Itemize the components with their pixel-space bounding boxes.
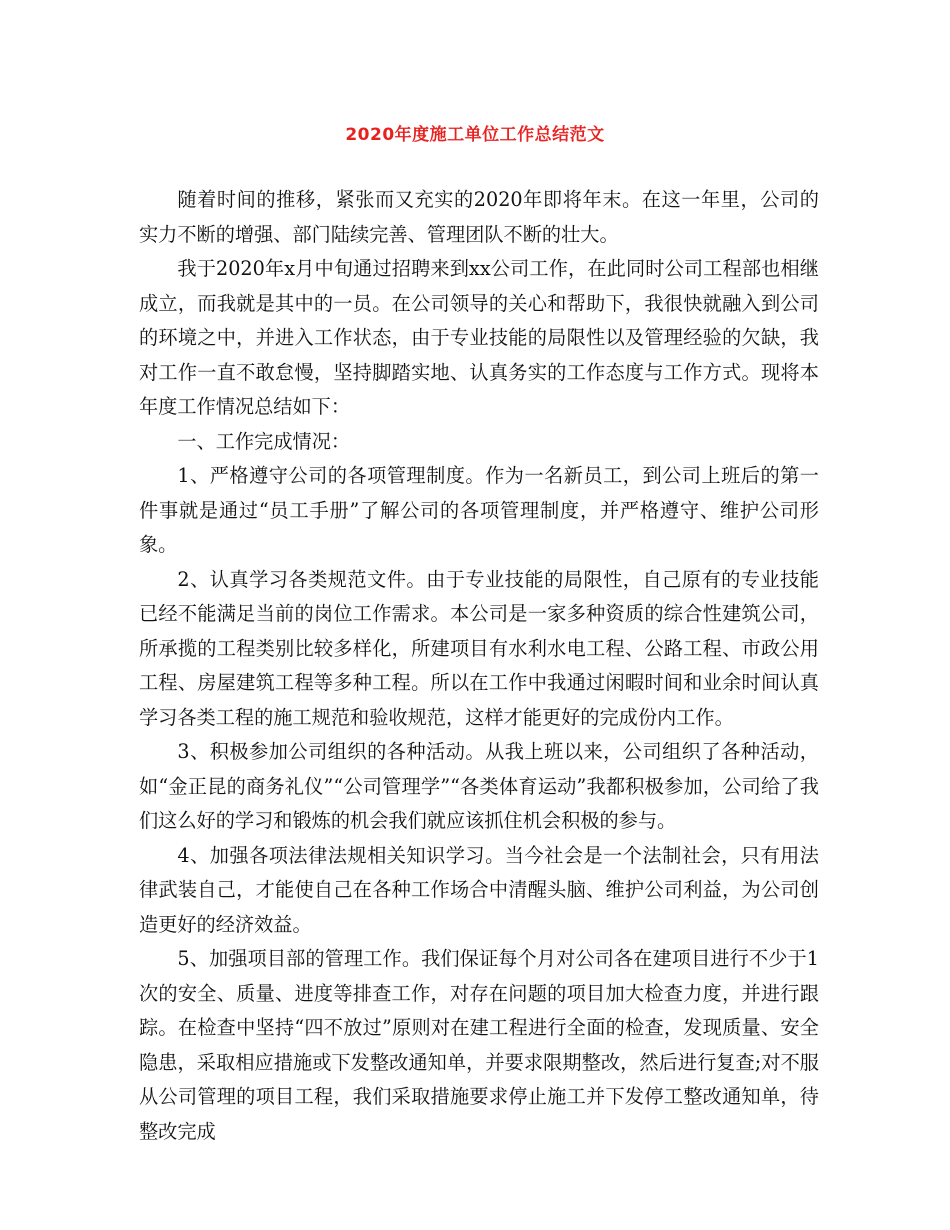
paragraph-item-3: 3、积极参加公司组织的各种活动。从我上班以来，公司组织了各种活动，如“金正昆的商务礼仪”“公司管理学”“各类体育运动”我都积极参加，公司给了我们这么好的学习和锻炼的机会我们就应该抓住机会积极的参与。 xyxy=(139,740,819,832)
document-body xyxy=(139,183,819,1149)
paragraph-item-1: 1、严格遵守公司的各项管理制度。作为一名新员工，到公司上班后的第一件事就是通过“员工手册”了解公司的各项管理制度，并严格遵守、维护公司形象。 xyxy=(139,464,819,556)
paragraph-item-4: 4、加强各项法律法规相关知识学习。当今社会是一个法制社会，只有用法律武装自己，才能使自己在各种工作场合中清醒头脑、维护公司利益，为公司创造更好的经济效益。 xyxy=(139,843,819,936)
paragraph-background: 我于2020年x月中旬通过招聘来到xx公司工作，在此同时公司工程部也相继成立，而我就是其中的一员。在公司领导的关心和帮助下，我很快就融入到公司的环境之中，并进入工作状态，由于专业技能的局限性以及管理经验的欠缺，我对工作一直不敢怠慢，坚持脚踏实地、认真务实的工作态度与工作方式。现将本年度工作情况总结如下： xyxy=(139,257,819,418)
paragraph-item-5: 5、加强项目部的管理工作。我们保证每个月对公司各在建项目进行不少于1次的安全、质量、进度等排查工作，对存在问题的项目加大检查力度，并进行跟踪。在检查中坚持“四不放过”原则对在建工程进行全面的检查，发现质量、安全隐患，采取相应措施或下发整改通知单，并要求限期整改，然后进行复查;对不服从公司管理的项目工程，我们采取措施要求停止施工并下发停工整改通知单，待整改完成 xyxy=(139,947,819,1143)
paragraph-intro: 随着时间的推移，紧张而又充实的2020年即将年末。在这一年里，公司的实力不断的增强、部门陆续完善、管理团队不断的壮大。 xyxy=(139,188,819,246)
paragraph-item-2: 2、认真学习各类规范文件。由于专业技能的局限性，自己原有的专业技能已经不能满足当前的岗位工作需求。本公司是一家多种资质的综合性建筑公司，所承揽的工程类别比较多样化，所建项目有水利水电工程、公路工程、市政公用工程、房屋建筑工程等多种工程。所以在工作中我通过闲暇时间和业余时间认真学习各类工程的施工规范和验收规范，这样才能更好的完成份内工作。 xyxy=(139,567,819,729)
document-title: 2020年度施工单位工作总结范文 xyxy=(345,125,605,145)
section-heading-work-completion: 一、工作完成情况： xyxy=(177,429,351,453)
